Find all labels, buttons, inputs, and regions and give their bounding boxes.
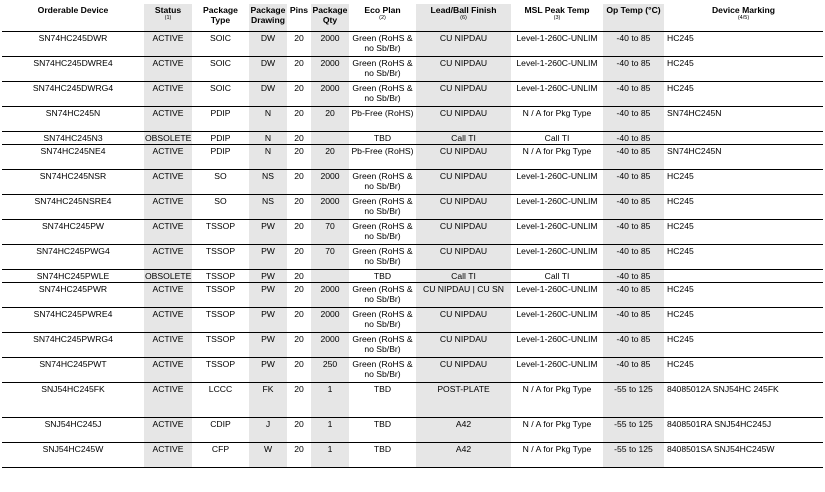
cell-device-marking: HC245	[664, 244, 823, 269]
cell-package-type: SO	[192, 169, 249, 194]
cell-package-type: SOIC	[192, 56, 249, 81]
cell-orderable-device: SN74HC245NE4	[2, 144, 144, 169]
cell-op-temp: -40 to 85	[603, 282, 664, 307]
table-row	[2, 269, 823, 282]
cell-pins: 20	[287, 169, 311, 194]
cell-status: ACTIVE	[144, 144, 192, 169]
cell-status: ACTIVE	[144, 442, 192, 467]
cell-package-drawing: DW	[249, 56, 287, 81]
table-row	[2, 417, 823, 442]
cell-msl-peak-temp: Level-1-260C-UNLIM	[511, 31, 603, 56]
cell-package-qty: 2000	[311, 332, 349, 357]
cell-package-drawing: N	[249, 106, 287, 131]
cell-eco-plan: TBD	[349, 417, 416, 442]
cell-package-drawing: NS	[249, 194, 287, 219]
cell-msl-peak-temp: Level-1-260C-UNLIM	[511, 169, 603, 194]
cell-device-marking: 8408501RA SNJ54HC245J	[664, 417, 823, 442]
table-row	[2, 31, 823, 56]
cell-pins: 20	[287, 442, 311, 467]
cell-device-marking	[664, 131, 823, 144]
cell-device-marking: SN74HC245N	[664, 144, 823, 169]
cell-package-drawing: NS	[249, 169, 287, 194]
cell-package-type: TSSOP	[192, 282, 249, 307]
cell-op-temp: -40 to 85	[603, 81, 664, 106]
cell-package-qty: 2000	[311, 31, 349, 56]
header-package-type: Package Type	[192, 4, 249, 31]
cell-package-type: TSSOP	[192, 307, 249, 332]
cell-package-drawing: PW	[249, 307, 287, 332]
cell-orderable-device: SN74HC245NSR	[2, 169, 144, 194]
cell-op-temp: -40 to 85	[603, 269, 664, 282]
header-package-qty: Package Qty	[311, 4, 349, 31]
cell-package-qty: 2000	[311, 307, 349, 332]
cell-lead-ball-finish: A42	[416, 442, 511, 467]
table-row	[2, 442, 823, 467]
cell-eco-plan: Green (RoHS & no Sb/Br)	[349, 332, 416, 357]
cell-package-qty: 1	[311, 417, 349, 442]
cell-package-type: CFP	[192, 442, 249, 467]
cell-pins: 20	[287, 282, 311, 307]
cell-pins: 20	[287, 417, 311, 442]
cell-msl-peak-temp: N / A for Pkg Type	[511, 382, 603, 417]
cell-status: ACTIVE	[144, 357, 192, 382]
cell-orderable-device: SNJ54HC245FK	[2, 382, 144, 417]
cell-lead-ball-finish: A42	[416, 417, 511, 442]
cell-package-qty	[311, 269, 349, 282]
table-row	[2, 332, 823, 357]
cell-orderable-device: SN74HC245PWLE	[2, 269, 144, 282]
cell-status: ACTIVE	[144, 417, 192, 442]
cell-pins: 20	[287, 131, 311, 144]
cell-eco-plan: Green (RoHS & no Sb/Br)	[349, 307, 416, 332]
cell-orderable-device: SN74HC245PWR	[2, 282, 144, 307]
cell-package-qty: 20	[311, 144, 349, 169]
table-row	[2, 131, 823, 144]
cell-package-type: PDIP	[192, 106, 249, 131]
cell-lead-ball-finish: CU NIPDAU	[416, 307, 511, 332]
cell-op-temp: -40 to 85	[603, 332, 664, 357]
table-row	[2, 56, 823, 81]
cell-device-marking: SN74HC245N	[664, 106, 823, 131]
cell-device-marking	[664, 269, 823, 282]
cell-package-type: SOIC	[192, 31, 249, 56]
cell-op-temp: -55 to 125	[603, 417, 664, 442]
cell-op-temp: -40 to 85	[603, 131, 664, 144]
cell-orderable-device: SN74HC245NSRE4	[2, 194, 144, 219]
cell-lead-ball-finish: CU NIPDAU	[416, 244, 511, 269]
cell-op-temp: -40 to 85	[603, 169, 664, 194]
table-row	[2, 244, 823, 269]
table-row	[2, 382, 823, 417]
cell-device-marking: HC245	[664, 194, 823, 219]
cell-op-temp: -55 to 125	[603, 442, 664, 467]
cell-device-marking: 8408501SA SNJ54HC245W	[664, 442, 823, 467]
cell-pins: 20	[287, 144, 311, 169]
header-lead-ball-finish: Lead/Ball Finish (6)	[416, 4, 511, 31]
cell-package-drawing: PW	[249, 269, 287, 282]
cell-package-drawing: J	[249, 417, 287, 442]
cell-orderable-device: SN74HC245PWRE4	[2, 307, 144, 332]
cell-package-drawing: N	[249, 144, 287, 169]
cell-orderable-device: SN74HC245PWRG4	[2, 332, 144, 357]
cell-package-type: LCCC	[192, 382, 249, 417]
table-row	[2, 81, 823, 106]
cell-lead-ball-finish: Call TI	[416, 131, 511, 144]
cell-package-qty: 2000	[311, 81, 349, 106]
cell-orderable-device: SN74HC245DWR	[2, 31, 144, 56]
cell-eco-plan: Green (RoHS & no Sb/Br)	[349, 282, 416, 307]
cell-pins: 20	[287, 357, 311, 382]
cell-status: ACTIVE	[144, 106, 192, 131]
cell-eco-plan: Green (RoHS & no Sb/Br)	[349, 357, 416, 382]
cell-status: ACTIVE	[144, 382, 192, 417]
cell-msl-peak-temp: Level-1-260C-UNLIM	[511, 194, 603, 219]
cell-pins: 20	[287, 106, 311, 131]
table-row	[2, 219, 823, 244]
cell-op-temp: -40 to 85	[603, 307, 664, 332]
cell-package-drawing: DW	[249, 81, 287, 106]
cell-orderable-device: SN74HC245N	[2, 106, 144, 131]
cell-package-type: TSSOP	[192, 244, 249, 269]
cell-package-drawing: PW	[249, 219, 287, 244]
cell-package-qty: 2000	[311, 56, 349, 81]
cell-package-type: TSSOP	[192, 332, 249, 357]
cell-package-qty: 2000	[311, 169, 349, 194]
cell-status: OBSOLETE	[145, 132, 192, 143]
cell-eco-plan: TBD	[349, 442, 416, 467]
cell-orderable-device: SN74HC245N3	[2, 131, 144, 144]
cell-lead-ball-finish: CU NIPDAU	[416, 81, 511, 106]
cell-package-type: CDIP	[192, 417, 249, 442]
cell-orderable-device: SN74HC245PWG4	[2, 244, 144, 269]
cell-lead-ball-finish: CU NIPDAU	[416, 194, 511, 219]
header-eco-plan: Eco Plan (2)	[349, 4, 416, 31]
cell-package-qty: 20	[311, 106, 349, 131]
cell-package-drawing: DW	[249, 31, 287, 56]
table-row	[2, 169, 823, 194]
cell-status: ACTIVE	[144, 81, 192, 106]
cell-package-qty: 2000	[311, 282, 349, 307]
cell-eco-plan: Green (RoHS & no Sb/Br)	[349, 169, 416, 194]
header-orderable-device: Orderable Device	[2, 4, 144, 31]
cell-orderable-device: SN74HC245DWRE4	[2, 56, 144, 81]
cell-package-qty: 2000	[311, 194, 349, 219]
cell-pins: 20	[287, 269, 311, 282]
cell-op-temp: -40 to 85	[603, 106, 664, 131]
cell-msl-peak-temp: Level-1-260C-UNLIM	[511, 282, 603, 307]
cell-pins: 20	[287, 31, 311, 56]
cell-eco-plan: Pb-Free (RoHS)	[349, 106, 416, 131]
cell-pins: 20	[287, 56, 311, 81]
cell-lead-ball-finish: CU NIPDAU | CU SN	[416, 282, 511, 307]
cell-package-type: SO	[192, 194, 249, 219]
cell-pins: 20	[287, 194, 311, 219]
cell-device-marking: 84085012A SNJ54HC 245FK	[664, 382, 823, 417]
cell-orderable-device: SNJ54HC245J	[2, 417, 144, 442]
cell-status: OBSOLETE	[145, 270, 192, 281]
cell-package-type: TSSOP	[192, 357, 249, 382]
cell-status: ACTIVE	[144, 219, 192, 244]
table-row	[2, 106, 823, 131]
cell-eco-plan: Green (RoHS & no Sb/Br)	[349, 31, 416, 56]
cell-device-marking: HC245	[664, 219, 823, 244]
cell-op-temp: -40 to 85	[603, 357, 664, 382]
cell-lead-ball-finish: CU NIPDAU	[416, 357, 511, 382]
cell-package-qty: 250	[311, 357, 349, 382]
cell-package-type: SOIC	[192, 81, 249, 106]
cell-status: ACTIVE	[144, 31, 192, 56]
cell-eco-plan: TBD	[349, 269, 416, 282]
header-row	[2, 4, 823, 31]
cell-package-drawing: W	[249, 442, 287, 467]
cell-status: ACTIVE	[144, 56, 192, 81]
cell-package-drawing: PW	[249, 332, 287, 357]
cell-pins: 20	[287, 307, 311, 332]
cell-status: ACTIVE	[144, 244, 192, 269]
cell-eco-plan: Green (RoHS & no Sb/Br)	[349, 56, 416, 81]
cell-package-type: TSSOP	[192, 219, 249, 244]
cell-lead-ball-finish: CU NIPDAU	[416, 56, 511, 81]
table-row	[2, 282, 823, 307]
cell-op-temp: -40 to 85	[603, 194, 664, 219]
cell-device-marking: HC245	[664, 282, 823, 307]
cell-op-temp: -40 to 85	[603, 144, 664, 169]
cell-device-marking: HC245	[664, 81, 823, 106]
header-pins: Pins	[287, 4, 311, 31]
cell-device-marking: HC245	[664, 357, 823, 382]
cell-package-type: PDIP	[192, 131, 249, 144]
cell-lead-ball-finish: Call TI	[416, 269, 511, 282]
cell-device-marking: HC245	[664, 56, 823, 81]
cell-msl-peak-temp: Level-1-260C-UNLIM	[511, 56, 603, 81]
cell-package-type: PDIP	[192, 144, 249, 169]
cell-package-drawing: PW	[249, 282, 287, 307]
cell-pins: 20	[287, 332, 311, 357]
cell-pins: 20	[287, 81, 311, 106]
cell-msl-peak-temp: N / A for Pkg Type	[511, 417, 603, 442]
cell-eco-plan: Pb-Free (RoHS)	[349, 144, 416, 169]
table-row	[2, 357, 823, 382]
cell-eco-plan: Green (RoHS & no Sb/Br)	[349, 219, 416, 244]
orderable-device-table	[2, 4, 823, 468]
cell-msl-peak-temp: Level-1-260C-UNLIM	[511, 219, 603, 244]
cell-device-marking: HC245	[664, 31, 823, 56]
cell-msl-peak-temp: Level-1-260C-UNLIM	[511, 307, 603, 332]
cell-orderable-device: SN74HC245PW	[2, 219, 144, 244]
cell-lead-ball-finish: CU NIPDAU	[416, 219, 511, 244]
cell-eco-plan: Green (RoHS & no Sb/Br)	[349, 81, 416, 106]
cell-orderable-device: SNJ54HC245W	[2, 442, 144, 467]
cell-lead-ball-finish: POST-PLATE	[416, 382, 511, 417]
cell-op-temp: -55 to 125	[603, 382, 664, 417]
cell-msl-peak-temp: Call TI	[511, 269, 603, 282]
cell-msl-peak-temp: Level-1-260C-UNLIM	[511, 244, 603, 269]
cell-status: ACTIVE	[144, 282, 192, 307]
cell-op-temp: -40 to 85	[603, 219, 664, 244]
header-status: Status (1)	[144, 4, 192, 31]
cell-status: ACTIVE	[144, 194, 192, 219]
cell-package-drawing: FK	[249, 382, 287, 417]
cell-package-qty: 70	[311, 244, 349, 269]
cell-msl-peak-temp: Level-1-260C-UNLIM	[511, 81, 603, 106]
table-row	[2, 307, 823, 332]
cell-package-qty	[311, 131, 349, 144]
cell-op-temp: -40 to 85	[603, 244, 664, 269]
cell-device-marking: HC245	[664, 169, 823, 194]
cell-eco-plan: Green (RoHS & no Sb/Br)	[349, 244, 416, 269]
header-device-marking: Device Marking (4/5)	[664, 4, 823, 31]
cell-orderable-device: SN74HC245PWT	[2, 357, 144, 382]
cell-package-qty: 1	[311, 382, 349, 417]
cell-device-marking: HC245	[664, 332, 823, 357]
table-row	[2, 194, 823, 219]
table-row	[2, 144, 823, 169]
cell-lead-ball-finish: CU NIPDAU	[416, 31, 511, 56]
cell-eco-plan: TBD	[349, 131, 416, 144]
header-op-temp: Op Temp (°C)	[603, 4, 664, 31]
cell-lead-ball-finish: CU NIPDAU	[416, 106, 511, 131]
cell-eco-plan: Green (RoHS & no Sb/Br)	[349, 194, 416, 219]
cell-package-drawing: PW	[249, 244, 287, 269]
cell-package-drawing: PW	[249, 357, 287, 382]
cell-pins: 20	[287, 244, 311, 269]
cell-op-temp: -40 to 85	[603, 31, 664, 56]
cell-lead-ball-finish: CU NIPDAU	[416, 332, 511, 357]
cell-msl-peak-temp: Call TI	[511, 131, 603, 144]
cell-status: ACTIVE	[144, 169, 192, 194]
cell-package-type: TSSOP	[192, 269, 249, 282]
cell-device-marking: HC245	[664, 307, 823, 332]
cell-msl-peak-temp: Level-1-260C-UNLIM	[511, 332, 603, 357]
cell-package-qty: 1	[311, 442, 349, 467]
cell-status: ACTIVE	[144, 332, 192, 357]
cell-msl-peak-temp: N / A for Pkg Type	[511, 442, 603, 467]
cell-status: ACTIVE	[144, 307, 192, 332]
cell-lead-ball-finish: CU NIPDAU	[416, 144, 511, 169]
cell-pins: 20	[287, 382, 311, 417]
cell-op-temp: -40 to 85	[603, 56, 664, 81]
cell-msl-peak-temp: N / A for Pkg Type	[511, 106, 603, 131]
cell-orderable-device: SN74HC245DWRG4	[2, 81, 144, 106]
cell-pins: 20	[287, 219, 311, 244]
cell-msl-peak-temp: Level-1-260C-UNLIM	[511, 357, 603, 382]
cell-package-qty: 70	[311, 219, 349, 244]
cell-msl-peak-temp: N / A for Pkg Type	[511, 144, 603, 169]
cell-lead-ball-finish: CU NIPDAU	[416, 169, 511, 194]
cell-package-drawing: N	[249, 131, 287, 144]
header-msl-peak-temp: MSL Peak Temp (3)	[511, 4, 603, 31]
cell-eco-plan: TBD	[349, 382, 416, 417]
header-package-drawing: Package Drawing	[249, 4, 287, 31]
